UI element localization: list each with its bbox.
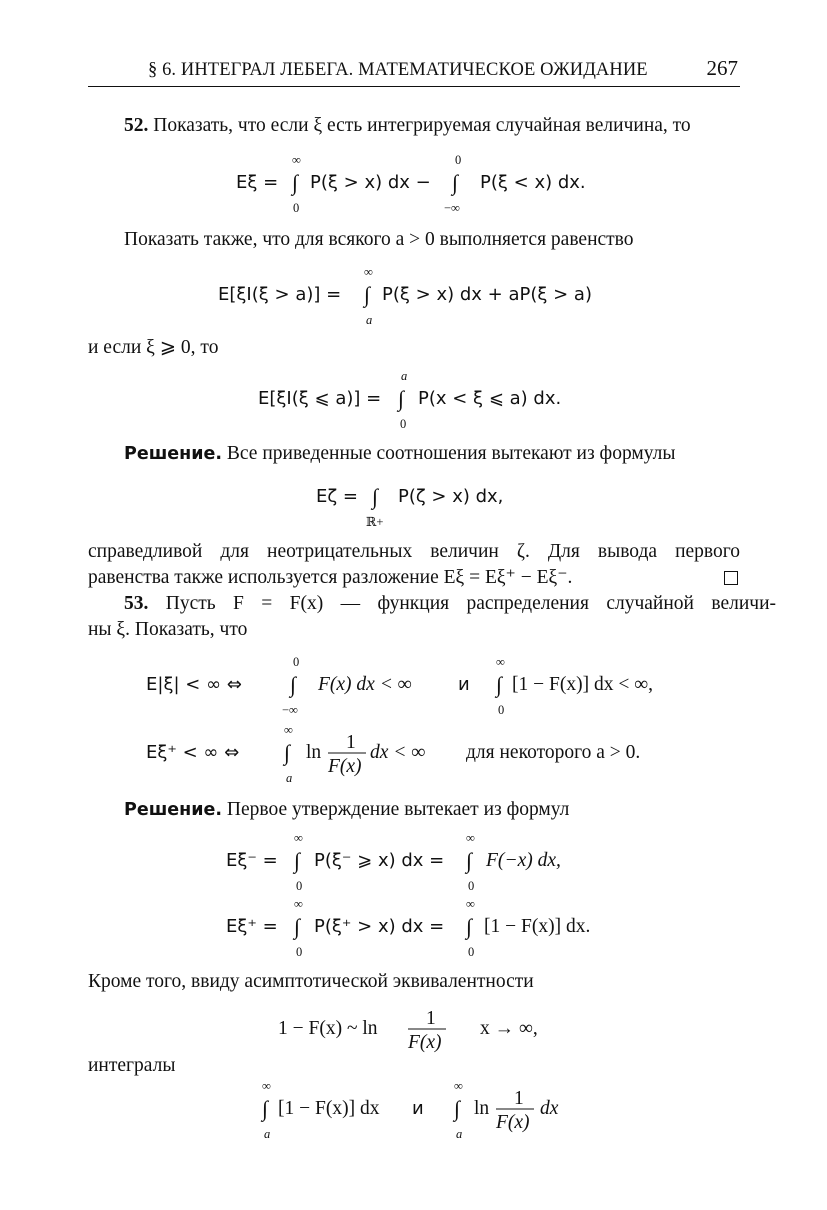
integral-sign: ∫ [398, 386, 405, 411]
formula-lhs: Eξ⁺ = [226, 916, 278, 937]
problem-number: 52. [124, 115, 149, 136]
integral-sign: ∫ [294, 848, 301, 873]
upper-limit: ∞ [294, 831, 303, 845]
upper-limit: 0 [455, 153, 462, 167]
upper-limit: ∞ [454, 1079, 463, 1093]
lower-limit: ℝ+ [366, 515, 384, 529]
formula-lhs: E|ξ| < ∞ ⇔ [146, 674, 242, 695]
upper-limit: ∞ [284, 723, 293, 737]
formula-term: [1 − F(x)] dx [278, 1098, 380, 1119]
formula-rhs: P(x < ξ ⩽ a) dx. [418, 388, 562, 409]
integral-sign: ∫ [262, 1096, 269, 1121]
lower-limit: 0 [468, 945, 475, 959]
integral-sign: ∫ [466, 914, 473, 939]
formula-lhs: E[ξI(ξ > a)] = [218, 284, 342, 305]
integral-sign: ∫ [466, 848, 473, 873]
formula-lhs: Eζ = [316, 486, 358, 507]
running-header [88, 58, 740, 87]
conjunction: и [412, 1098, 424, 1119]
formula-expectation-decomposition [88, 150, 740, 220]
integral-sign: ∫ [290, 672, 297, 697]
solution-text: равенства также используется разложение Eξ = Eξ⁺ − Eξ⁻. [88, 567, 573, 588]
formula-term: P(ξ < x) dx. [480, 172, 586, 193]
solution-53-text2: Кроме того, ввиду асимптотической эквивалентности [88, 971, 534, 992]
qed-square-icon [724, 571, 738, 585]
lower-limit: a [366, 313, 373, 327]
integral-sign: ∫ [292, 170, 299, 195]
fraction-numerator: 1 [514, 1088, 524, 1109]
formula-tail: x → ∞, [480, 1018, 538, 1039]
solution-52-line3 [88, 566, 740, 590]
problem-52-statement [88, 114, 776, 138]
problem-52-if: и если ξ ⩾ 0, то [88, 337, 219, 358]
formula-condition: для некоторого a > 0. [466, 742, 641, 763]
formula-term: dx < ∞ [370, 742, 426, 763]
problem-text: Показать, что если ξ есть интегрируемая случайная величина, то [153, 115, 691, 136]
lower-limit: −∞ [282, 703, 298, 717]
solution-label: Решение. [124, 800, 223, 820]
lower-limit: a [456, 1127, 463, 1141]
upper-limit: 0 [293, 655, 300, 669]
integral-sign: ∫ [294, 914, 301, 939]
formula-lhs: 1 − F(x) ~ ln [278, 1018, 378, 1039]
formula-positive-part [88, 720, 740, 790]
integral-sign: ∫ [496, 672, 503, 697]
problem-53-line2: ны ξ. Показать, что [88, 619, 248, 640]
problem-52-also: Показать также, что для всякого a > 0 выполняется равенство [124, 229, 634, 250]
solution-53-intro [88, 798, 776, 822]
upper-limit: ∞ [466, 831, 475, 845]
formula-term: F(x) dx < ∞ [318, 674, 412, 695]
ln-symbol: ln [474, 1098, 490, 1119]
solution-53-text3: интегралы [88, 1055, 176, 1076]
solution-text: Первое утверждение вытекает из формул [226, 799, 570, 820]
formula-term: P(ξ > x) dx − [310, 172, 431, 193]
formula-rhs: P(ζ > x) dx, [398, 486, 504, 507]
fraction-numerator: 1 [426, 1008, 436, 1029]
formula-rhs: [1 − F(x)] dx. [484, 916, 591, 937]
solution-text: Все приведенные соотношения вытекают из формулы [226, 443, 676, 464]
upper-limit: ∞ [364, 265, 373, 279]
integral-sign: ∫ [284, 740, 291, 765]
lower-limit: −∞ [444, 201, 460, 215]
formula-lhs: Eξ⁻ = [226, 850, 278, 871]
formula-term: dx [540, 1098, 559, 1119]
fraction-denominator: F(x) [328, 756, 362, 777]
lower-limit: 0 [296, 879, 303, 893]
lower-limit: 0 [296, 945, 303, 959]
book-page [88, 0, 777, 1210]
lower-limit: a [286, 771, 293, 785]
problem-number: 53. [124, 593, 149, 614]
integral-sign: ∫ [372, 484, 379, 509]
solution-52-line2: справедливой для неотрицательных величин ζ. Для вывода первого [88, 541, 740, 562]
page-number: 267 [706, 56, 738, 80]
problem-text: Пусть F = F(x) — функция распределения случайной величи- [165, 593, 777, 614]
lower-limit: 0 [400, 417, 407, 431]
upper-limit: ∞ [466, 897, 475, 911]
formula-abs-integrability [88, 652, 740, 722]
integral-sign: ∫ [452, 170, 459, 195]
formula-integrals [88, 1078, 740, 1148]
formula-rhs: F(−x) dx, [486, 850, 561, 871]
formula-term: P(ξ⁻ ⩾ x) dx = [314, 850, 445, 871]
lower-limit: 0 [293, 201, 300, 215]
conjunction: и [458, 674, 470, 695]
formula-lhs: Eξ = [236, 172, 279, 193]
formula-term: P(ξ⁺ > x) dx = [314, 916, 445, 937]
lower-limit: 0 [498, 703, 505, 717]
lower-limit: a [264, 1127, 271, 1141]
integral-sign: ∫ [364, 282, 371, 307]
problem-53-line1 [88, 592, 776, 616]
upper-limit: ∞ [294, 897, 303, 911]
upper-limit: ∞ [496, 655, 505, 669]
formula-truncated-expectation [88, 262, 740, 332]
upper-limit: a [401, 369, 408, 383]
fraction-numerator: 1 [346, 732, 356, 753]
formula-nonnegative-expectation [88, 468, 740, 538]
ln-symbol: ln [306, 742, 322, 763]
formula-term: [1 − F(x)] dx < ∞, [512, 674, 653, 695]
formula-bounded-expectation [88, 364, 740, 434]
fraction-denominator: F(x) [496, 1112, 530, 1133]
formula-lhs: E[ξI(ξ ⩽ a)] = [258, 388, 382, 409]
integral-sign: ∫ [454, 1096, 461, 1121]
formula-lhs: Eξ⁺ < ∞ ⇔ [146, 742, 240, 763]
fraction-denominator: F(x) [408, 1032, 442, 1053]
section-title: § 6. ИНТЕГРАЛ ЛЕБЕГА. МАТЕМАТИЧЕСКОЕ ОЖИДАНИЕ [148, 60, 648, 80]
upper-limit: ∞ [292, 153, 301, 167]
solution-label: Решение. [124, 444, 223, 464]
lower-limit: 0 [468, 879, 475, 893]
formula-positive-part-2 [88, 894, 740, 964]
formula-negative-part [88, 828, 740, 898]
formula-rhs: P(ξ > x) dx + aP(ξ > a) [382, 284, 592, 305]
solution-52-intro [88, 442, 776, 466]
upper-limit: ∞ [262, 1079, 271, 1093]
